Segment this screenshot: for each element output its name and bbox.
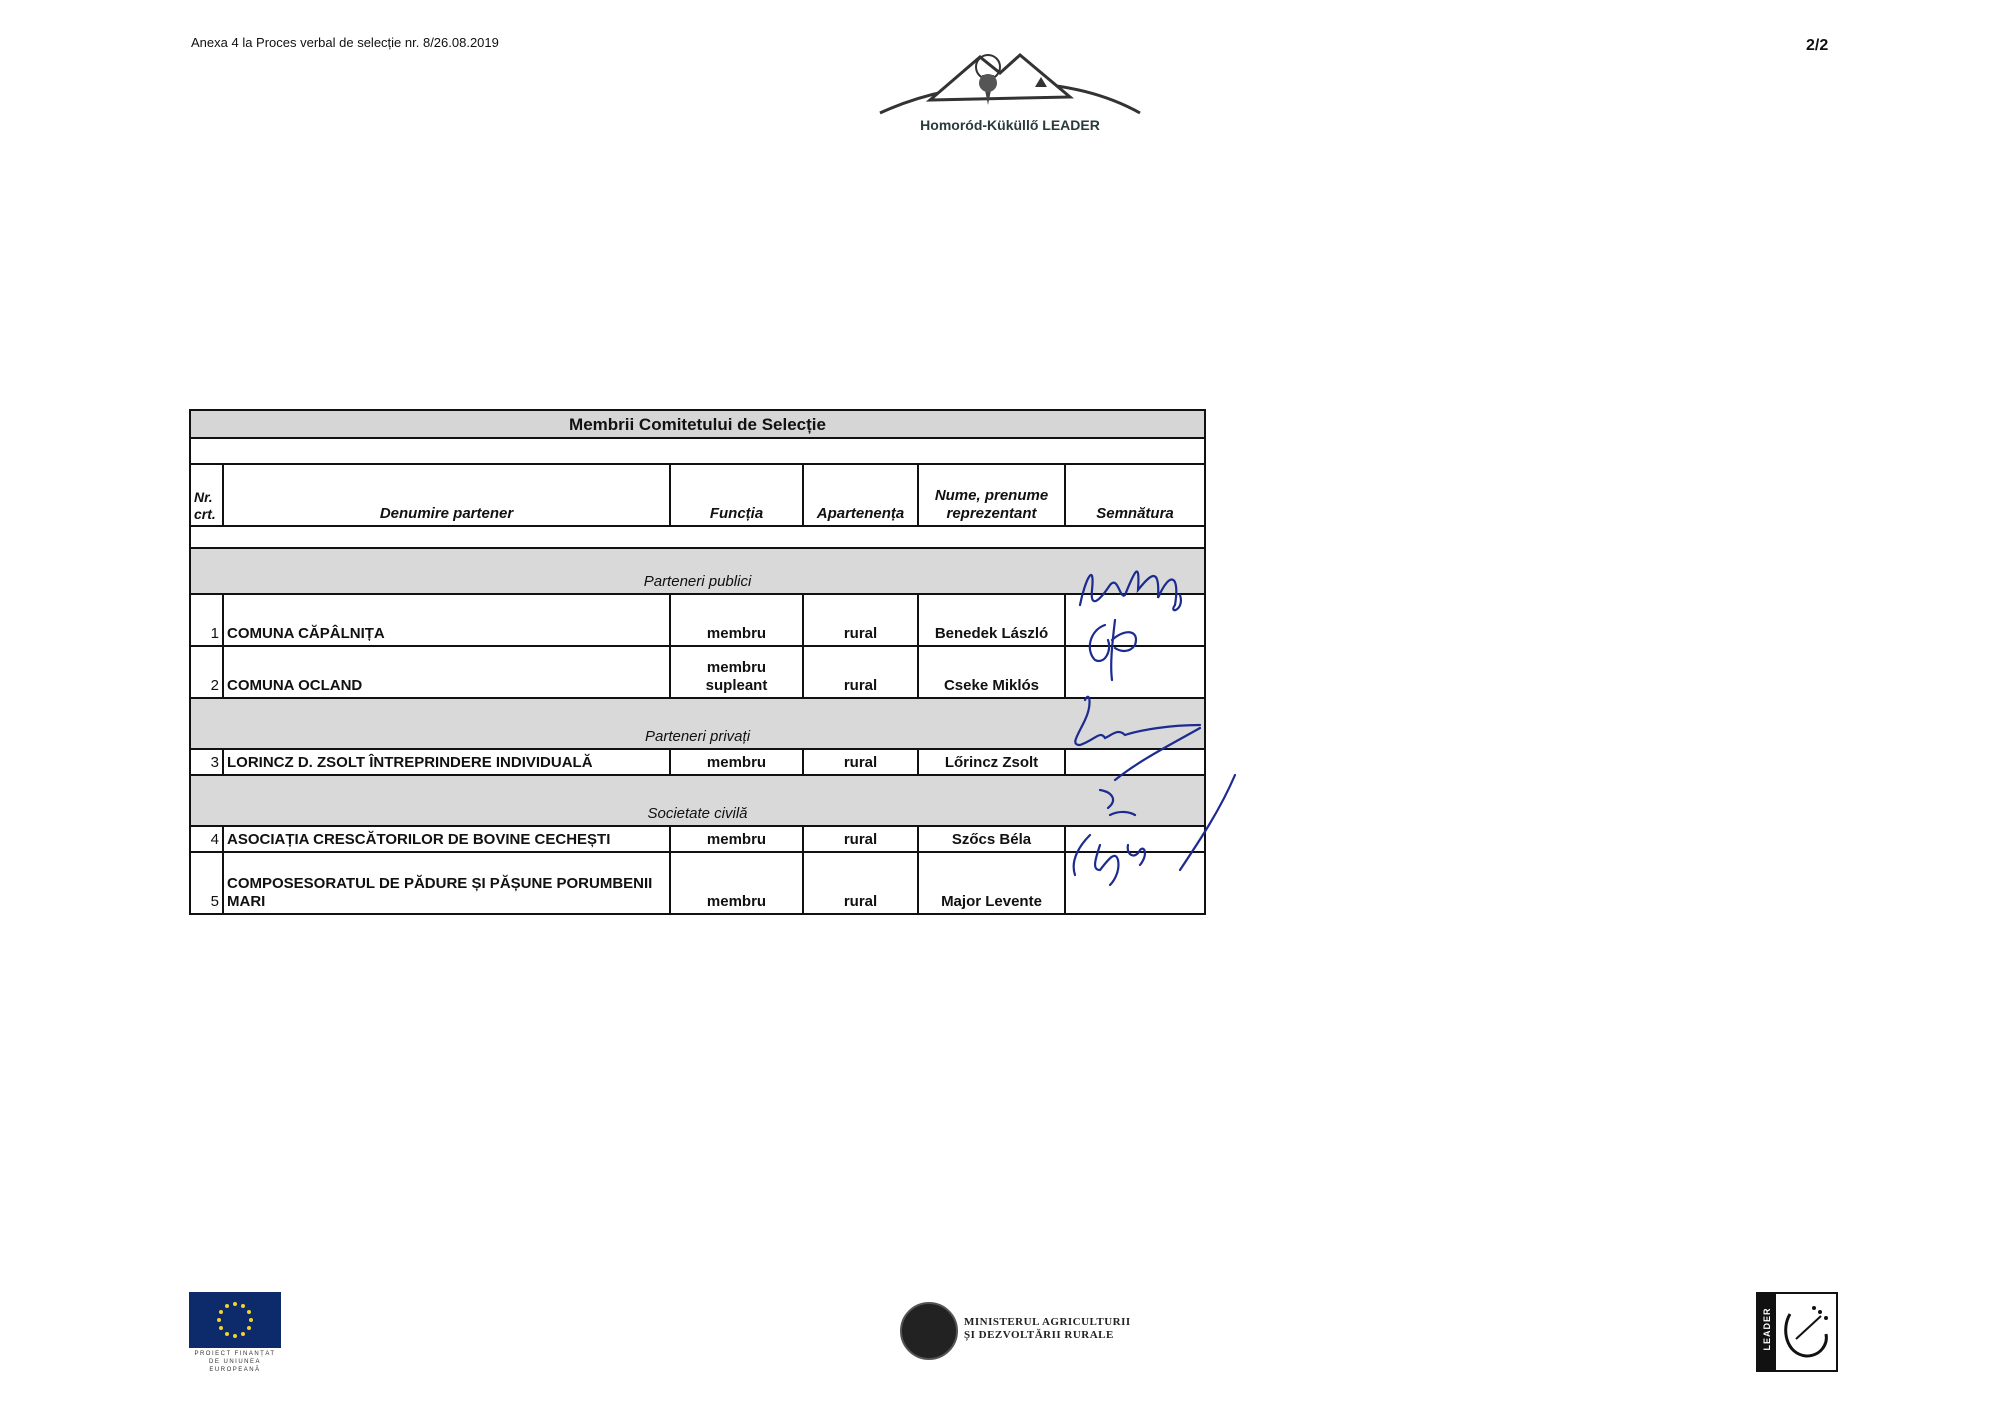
- row-nr: 1: [190, 594, 223, 646]
- section-civil-society: Societate civilă: [190, 775, 1205, 826]
- ministry-name: [964, 1316, 1131, 1342]
- page-number: 2/2: [1806, 37, 1829, 54]
- mountain-logo-icon: [870, 45, 1150, 120]
- partner-name: COMUNA CĂPÂLNIȚA: [223, 594, 670, 646]
- homorod-kukullo-leader-logo: [870, 45, 1150, 140]
- table-row: [190, 646, 1205, 698]
- section-public-partners: Parteneri publici: [190, 548, 1205, 594]
- eu-flag-logo: [189, 1292, 281, 1348]
- partner-function: membru: [670, 852, 803, 914]
- signature-cell: [1065, 594, 1205, 646]
- partner-name: COMUNA OCLAND: [223, 646, 670, 698]
- row-nr: 4: [190, 826, 223, 852]
- partner-representative: Cseke Miklós: [918, 646, 1065, 698]
- row-nr: 3: [190, 749, 223, 775]
- col-header-function: Funcția: [670, 464, 803, 526]
- signature-cell: [1065, 646, 1205, 698]
- logo-text: Homoród-Küküllő LEADER: [920, 117, 1100, 133]
- table-title: Membrii Comitetului de Selecție: [190, 410, 1205, 438]
- partner-representative: Major Levente: [918, 852, 1065, 914]
- signature-cell: [1065, 852, 1205, 914]
- selection-committee-table: [189, 409, 1204, 915]
- col-header-partner: Denumire partener: [223, 464, 670, 526]
- spacer-row: [190, 526, 1205, 548]
- eu-stars-icon: [189, 1292, 281, 1348]
- partner-name: LORINCZ D. ZSOLT ÎNTREPRINDERE INDIVIDUALĂ: [223, 749, 670, 775]
- partner-representative: Benedek László: [918, 594, 1065, 646]
- partner-belonging: rural: [803, 826, 918, 852]
- row-nr: 5: [190, 852, 223, 914]
- header-row: [190, 464, 1205, 526]
- romania-seal-icon: [900, 1302, 958, 1360]
- row-nr: 2: [190, 646, 223, 698]
- partner-representative: Szőcs Béla: [918, 826, 1065, 852]
- partner-belonging: rural: [803, 749, 918, 775]
- table-row: [190, 749, 1205, 775]
- table-row: [190, 852, 1205, 914]
- section-private-partners: Parteneri privați: [190, 698, 1205, 749]
- spacer-row: [190, 438, 1205, 464]
- partner-function: membru: [670, 749, 803, 775]
- ministry-line-2: ȘI DEZVOLTĂRII RURALE: [964, 1329, 1114, 1341]
- col-header-belonging: Apartenența: [803, 464, 918, 526]
- partner-name: COMPOSESORATUL DE PĂDURE ȘI PĂȘUNE PORUMBENII MARI: [223, 852, 670, 914]
- partner-name: ASOCIAȚIA CRESCĂTORILOR DE BOVINE CECHEȘTI: [223, 826, 670, 852]
- eu-caption: PROIECT FINANȚAT DE UNIUNEA EUROPEANĂ: [194, 1351, 276, 1373]
- col-header-nr: Nr. crt.: [190, 464, 223, 526]
- partner-belonging: rural: [803, 594, 918, 646]
- col-header-representative: Nume, prenume reprezentant: [918, 464, 1065, 526]
- partner-belonging: rural: [803, 852, 918, 914]
- partner-function: membru: [670, 826, 803, 852]
- partner-representative: Lőrincz Zsolt: [918, 749, 1065, 775]
- leader-emblem-icon: [1776, 1294, 1836, 1370]
- leader-logo: [1756, 1292, 1838, 1372]
- signature-cell: [1065, 749, 1205, 775]
- table-row: [190, 594, 1205, 646]
- table-row: [190, 826, 1205, 852]
- ministry-logo: [900, 1302, 1140, 1358]
- partner-belonging: rural: [803, 646, 918, 698]
- partner-function: membru: [670, 594, 803, 646]
- ministry-line-1: MINISTERUL AGRICULTURII: [964, 1316, 1131, 1328]
- leader-bar: [1758, 1294, 1776, 1370]
- annex-reference: Anexa 4 la Proces verbal de selecție nr. 8/26.08.2019: [191, 35, 499, 50]
- col-header-signature: Semnătura: [1065, 464, 1205, 526]
- partner-function: membru supleant: [670, 646, 803, 698]
- signature-cell: [1065, 826, 1205, 852]
- leader-label: LEADER: [1762, 1307, 1772, 1351]
